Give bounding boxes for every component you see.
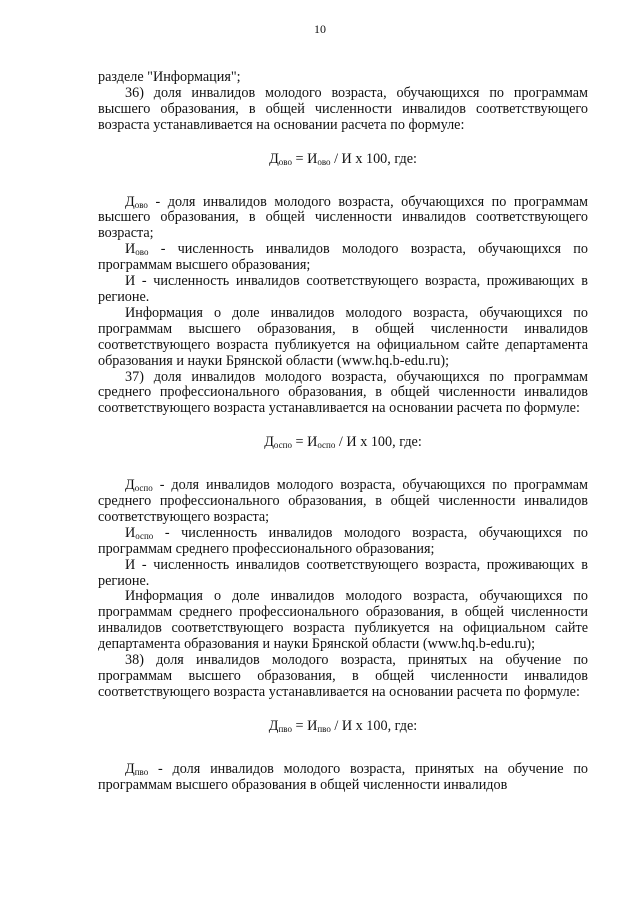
formula-ospo: $Д_{оспо} = И_{оспо} / И$ х 100, где: — [264, 434, 422, 451]
definition-d-pvo: $Д_{пво}$ - доля инвалидов молодого возраста, принятых на обучение по программам высшего образования в общей численности инвалидов — [98, 760, 589, 793]
definition-i-total-1: И - численность инвалидов соответствующего возраста, проживающих в регионе. — [98, 273, 588, 305]
item-36-paragraph: 36) доля инвалидов молодого возраста, обучающихся по программам высшего образования, в общей численности инвалидов соответствующего возраста устанавливается на основании расчета по формуле: — [98, 84, 588, 133]
page-number: 10 — [314, 22, 326, 36]
definition-i-ospo: $И_{оспо}$ - численность инвалидов молодого возраста, обучающихся по программам среднего профессионального образования; — [98, 524, 588, 557]
formula-ovo: $Д_{ово} = И_{ово} / И$ х 100, где: — [269, 150, 417, 167]
item-37-paragraph: 37) доля инвалидов молодого возраста, обучающихся по программам среднего профессионального образования, в общей численности инвалидов соответствующего возраста устанавливается на основании расчета по формуле: — [98, 368, 588, 417]
paragraph-continuation: разделе "Информация"; — [98, 69, 241, 85]
information-paragraph-ospo: Информация о доле инвалидов молодого возраста, обучающихся по программам среднего профессионального образования, в общей численности инвалидов соответствующего возраста публикуется на официальном сайте департамента образования и науки Брянской области (www.hq.b-edu.ru); — [98, 588, 588, 653]
formula-pvo: $Д_{пво} = И_{пво} / И$ х 100, где: — [268, 717, 418, 734]
information-paragraph-ovo: Информация о доле инвалидов молодого возраста, обучающихся по программам высшего образования, в общей численности инвалидов соответствующего возраста публикуется на официальном сайте департамента образования и науки Брянской области (www.hq.b-edu.ru); — [98, 304, 588, 369]
definition-d-ovo: $Д_{ово}$ - доля инвалидов молодого возраста, обучающихся по программам высшего образования, в общей численности инвалидов соответствующего возраста; — [98, 193, 589, 242]
document-body — [98, 70, 588, 794]
definition-i-ovo: $И_{ово}$ - численность инвалидов молодого возраста, обучающихся по программам высшего образования; — [98, 241, 588, 274]
definition-d-ospo: $Д_{оспо}$ - доля инвалидов молодого возраста, обучающихся по программам среднего профессионального образования, в общей численности инвалидов соответствующего возраста; — [98, 477, 589, 525]
definition-i-total-2: И - численность инвалидов соответствующего возраста, проживающих в регионе. — [98, 556, 588, 589]
item-38-paragraph: 38) доля инвалидов молодого возраста, принятых на обучение по программам высшего образования, в общей численности инвалидов соответствующего возраста устанавливается на основании расчета по формуле: — [98, 652, 588, 700]
